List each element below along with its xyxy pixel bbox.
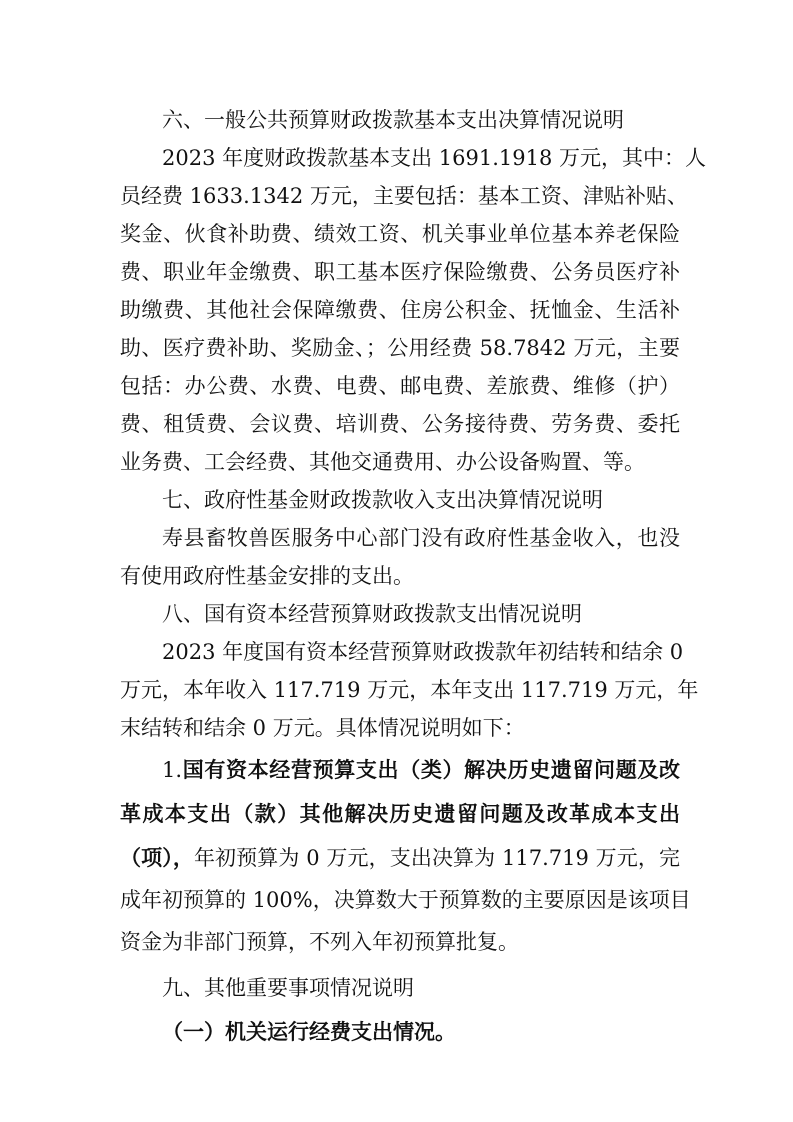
section-6-line-2: 员经费 1633.1342 万元，主要包括：基本工资、津贴补贴、 bbox=[120, 184, 688, 208]
item-1-line-5: 资金为非部门预算，不列入年初预算批复。 bbox=[120, 930, 519, 954]
item-1-line-2: 革成本支出（款）其他解决历史遗留问题及改革成本支出 bbox=[120, 801, 680, 826]
section-7-heading: 七、政府性基金财政拨款收入支出决算情况说明 bbox=[162, 488, 603, 512]
section-6-line-5: 助缴费、其他社会保障缴费、住房公积金、抚恤金、生活补 bbox=[120, 298, 680, 322]
section-7-line-2: 有使用政府性基金安排的支出。 bbox=[120, 564, 414, 588]
section-6-line-1: 2023 年度财政拨款基本支出 1691.1918 万元，其中：人 bbox=[162, 146, 707, 170]
section-6-line-6: 助、医疗费补助、奖励金、；公用经费 58.7842 万元，主要 bbox=[120, 336, 680, 360]
item-1-text-3: 年初预算为 0 万元，支出决算为 117.719 万元，完 bbox=[193, 846, 680, 870]
section-8-line-3: 末结转和结余 0 万元。具体情况说明如下： bbox=[120, 716, 525, 740]
subsection-1-heading: （一）机关运行经费支出情况。 bbox=[162, 1019, 456, 1044]
section-6-line-8: 费、租赁费、会议费、培训费、公务接待费、劳务费、委托 bbox=[120, 412, 680, 436]
item-1-bold-text-3: （项）， bbox=[120, 845, 194, 870]
section-8-line-1: 2023 年度国有资本经营预算财政拨款年初结转和结余 0 bbox=[162, 640, 684, 664]
section-6-heading: 六、一般公共预算财政拨款基本支出决算情况说明 bbox=[162, 108, 624, 132]
item-1-line-4: 成年初预算的 100%，决算数大于预算数的主要原因是该项目 bbox=[120, 888, 691, 912]
item-1-line-1 bbox=[162, 752, 680, 788]
section-8-heading: 八、国有资本经营预算财政拨款支出情况说明 bbox=[162, 602, 582, 626]
section-6-line-7: 包括：办公费、水费、电费、邮电费、差旅费、维修（护） bbox=[120, 374, 680, 398]
section-7-line-1: 寿县畜牧兽医服务中心部门没有政府性基金收入，也没 bbox=[162, 526, 680, 550]
section-8-line-2: 万元，本年收入 117.719 万元，本年支出 117.719 万元，年 bbox=[120, 678, 699, 702]
section-9-heading: 九、其他重要事项情况说明 bbox=[162, 976, 414, 1000]
section-6-line-3: 奖金、伙食补助费、绩效工资、机关事业单位基本养老保险 bbox=[120, 222, 680, 246]
item-1-bold-text-1: 国有资本经营预算支出（类）解决历史遗留问题及改 bbox=[182, 757, 680, 782]
section-6-line-4: 费、职业年金缴费、职工基本医疗保险缴费、公务员医疗补 bbox=[120, 260, 680, 284]
section-6-line-9: 业务费、工会经费、其他交通费用、办公设备购置、等。 bbox=[120, 450, 645, 474]
item-1-line-3 bbox=[120, 840, 680, 876]
item-1-number: 1. bbox=[162, 758, 183, 782]
